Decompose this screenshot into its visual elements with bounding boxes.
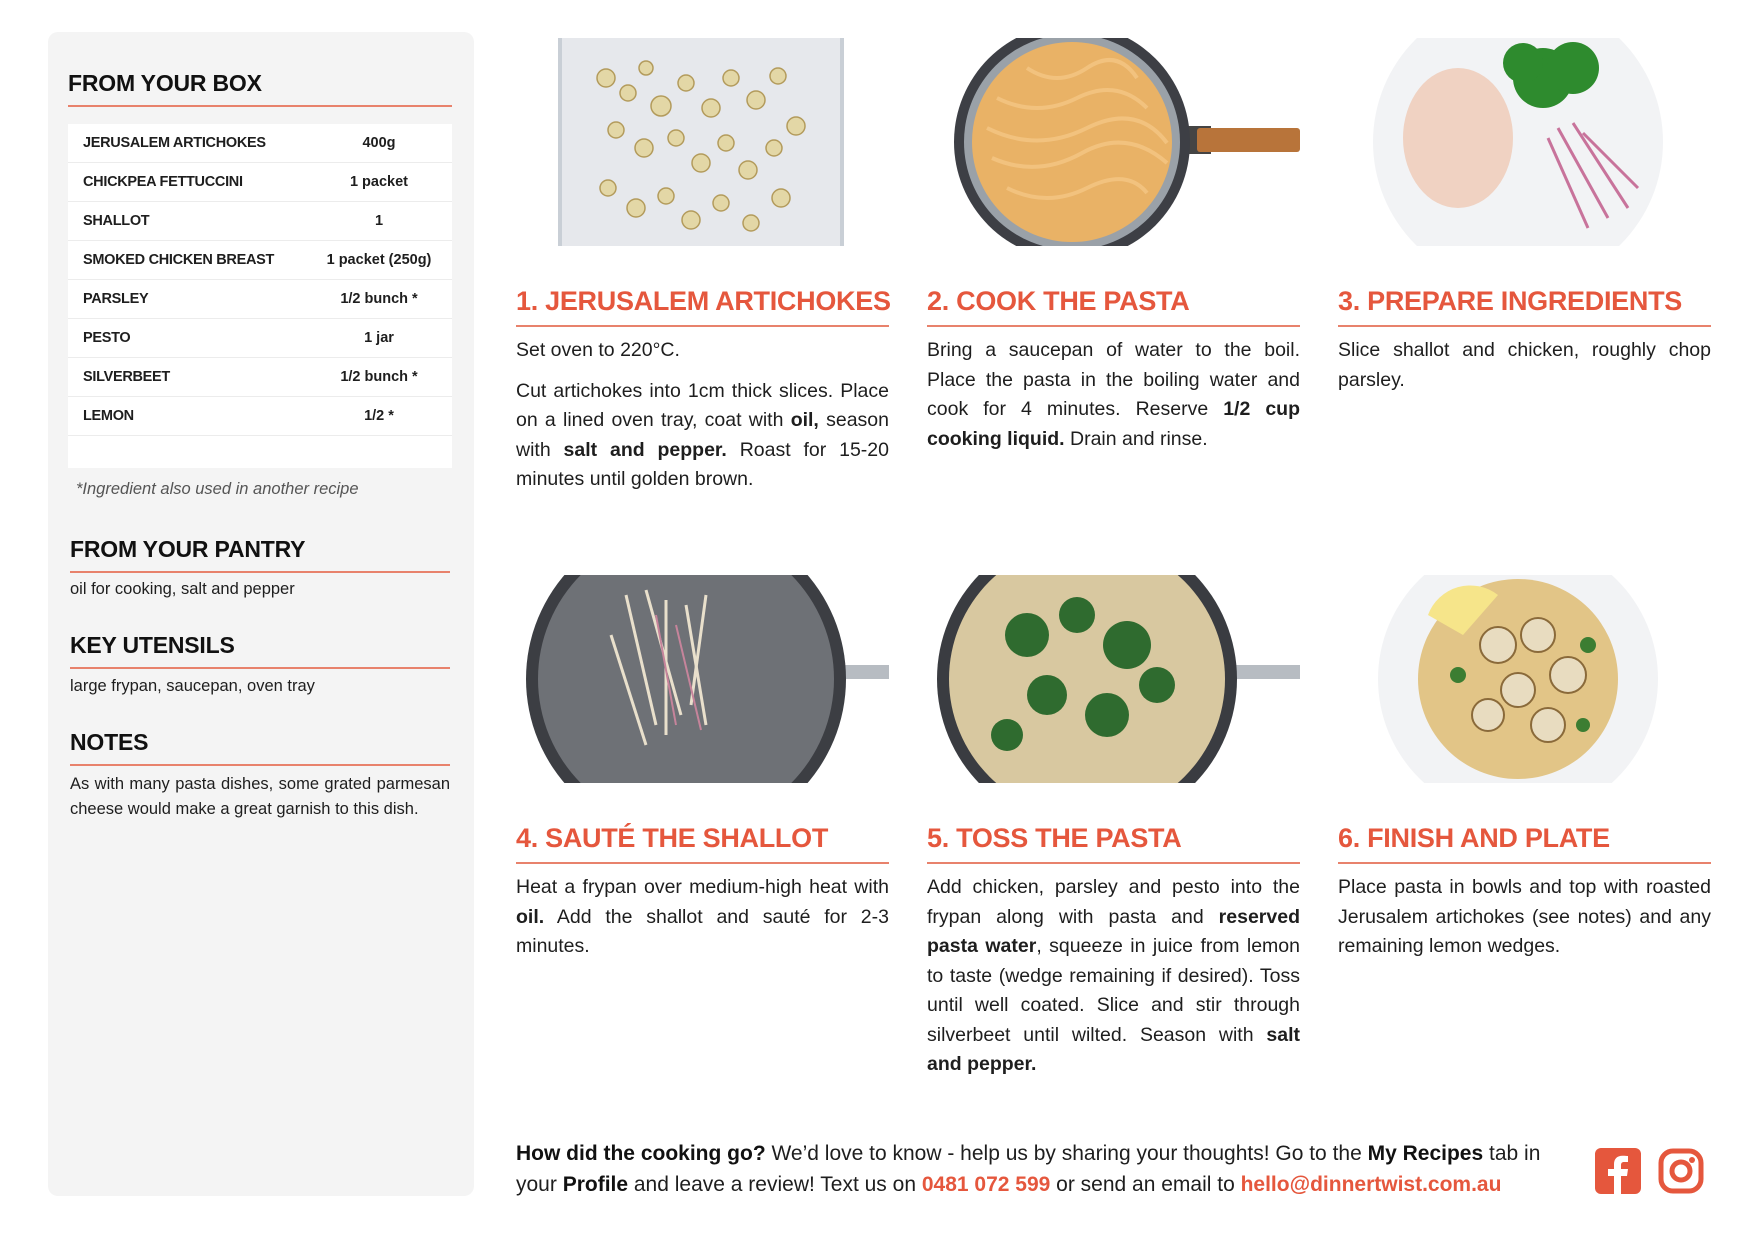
ingredient-name: SMOKED CHICKEN BREAST — [83, 252, 275, 268]
facebook-icon[interactable] — [1595, 1148, 1641, 1199]
ingredient-qty: 1/2 * — [364, 408, 394, 424]
feedback-footer: How did the cooking go? We’d love to know - help us by sharing your thoughts! Go to the My Recipes tab in your Profile and leave a review! Text us on 0481 072 599 or send an email to hello@dinnertwist.com.au — [516, 1142, 1541, 1196]
step-1-text: Cut artichokes into 1cm thick slices. Place on a lined oven tray, coat with oil, season with salt and pepper. Roast for 15-20 minutes until golden brown. — [516, 379, 889, 490]
phone-link[interactable]: 0481 072 599 — [921, 1173, 1051, 1196]
email-link[interactable]: hello@dinnertwist.com.au — [1240, 1173, 1502, 1196]
ingredient-row — [68, 241, 452, 280]
ingredients-sidebar — [48, 32, 474, 1196]
ingredient-name: JERUSALEM ARTICHOKES — [83, 135, 266, 151]
ingredient-row — [68, 163, 452, 202]
step-5-photo — [927, 575, 1300, 783]
ingredient-name: SILVERBEET — [83, 369, 170, 385]
ingredient-name: LEMON — [83, 408, 134, 424]
step-2-body — [927, 336, 1300, 465]
my-recipes-label: My Recipes — [1367, 1142, 1484, 1165]
notes-text: As with many pasta dishes, some grated parmesan cheese would make a great garnish to this dish. — [70, 775, 450, 818]
ingredient-row — [68, 202, 452, 241]
ingredient-qty: 1 — [374, 213, 384, 229]
ingredient-qty: 1/2 bunch * — [340, 369, 418, 385]
step-6-photo — [1338, 575, 1711, 783]
profile-label: Profile — [562, 1173, 629, 1196]
ingredient-row — [68, 397, 452, 436]
ingredient-name: SHALLOT — [83, 213, 150, 229]
instagram-icon[interactable] — [1658, 1148, 1704, 1199]
step-4-title: 4. SAUTÉ THE SHALLOT — [516, 823, 889, 864]
step-1-text-line: Set oven to 220°C. — [516, 339, 680, 361]
step-4-photo — [516, 575, 889, 783]
step-2-photo — [927, 38, 1300, 246]
ingredient-row — [68, 124, 452, 163]
step-6-text: Place pasta in bowls and top with roasted Jerusalem artichokes (see notes) and any remaining lemon wedges. — [1338, 876, 1711, 957]
key-utensils-heading: KEY UTENSILS — [70, 632, 450, 669]
step-3-text: Slice shallot and chicken, roughly chop parsley. — [1338, 339, 1711, 391]
step-1-title: 1. JERUSALEM ARTICHOKES — [516, 286, 889, 327]
ingredient-qty: 400g — [362, 135, 396, 151]
ingredient-row — [68, 319, 452, 358]
step-2-title: 2. COOK THE PASTA — [927, 286, 1300, 327]
step-1-photo — [516, 38, 889, 246]
ingredient-qty: 1 packet — [349, 174, 409, 190]
step-5-title: 5. TOSS THE PASTA — [927, 823, 1300, 864]
step-5-body — [927, 873, 1300, 1091]
step-4-body — [516, 873, 889, 973]
step-4-text: Heat a frypan over medium-high heat with oil. Add the shallot and sauté for 2-3 minutes. — [516, 876, 889, 957]
ingredient-qty: 1/2 bunch * — [340, 291, 418, 307]
step-3-photo — [1338, 38, 1711, 246]
pantry-text: oil for cooking, salt and pepper — [70, 580, 295, 598]
ingredient-row — [68, 280, 452, 319]
step-1-body — [516, 336, 889, 506]
ingredient-name: CHICKPEA FETTUCCINI — [83, 174, 243, 190]
from-your-pantry-heading: FROM YOUR PANTRY — [70, 536, 450, 573]
step-3-body — [1338, 336, 1711, 406]
ingredient-qty: 1 packet (250g) — [326, 252, 432, 268]
ingredient-qty: 1 jar — [364, 330, 394, 346]
step-3-title: 3. PREPARE INGREDIENTS — [1338, 286, 1711, 327]
feedback-question: How did the cooking go? — [516, 1142, 766, 1165]
notes-heading: NOTES — [70, 729, 450, 766]
step-6-body — [1338, 873, 1711, 973]
ingredient-name: PARSLEY — [83, 291, 149, 307]
ingredients-table — [68, 124, 452, 468]
from-your-box-heading: FROM YOUR BOX — [68, 70, 452, 107]
step-2-text: Bring a saucepan of water to the boil. Place the pasta in the boiling water and cook for 4 minutes. Reserve 1/2 cup cooking liquid. Drain and rinse. — [927, 339, 1300, 450]
ingredient-footnote: *Ingredient also used in another recipe — [76, 480, 359, 498]
utensils-text: large frypan, saucepan, oven tray — [70, 677, 315, 695]
step-6-title: 6. FINISH AND PLATE — [1338, 823, 1711, 864]
ingredient-name: PESTO — [83, 330, 131, 346]
step-5-text: Add chicken, parsley and pesto into the frypan along with pasta and reserved pasta water, squeeze in juice from lemon to taste (wedge remaining if desired). Toss until well coated. Slice and stir through silverbeet until wilted. Season with salt and pepper. — [927, 876, 1300, 1075]
ingredient-row — [68, 358, 452, 397]
